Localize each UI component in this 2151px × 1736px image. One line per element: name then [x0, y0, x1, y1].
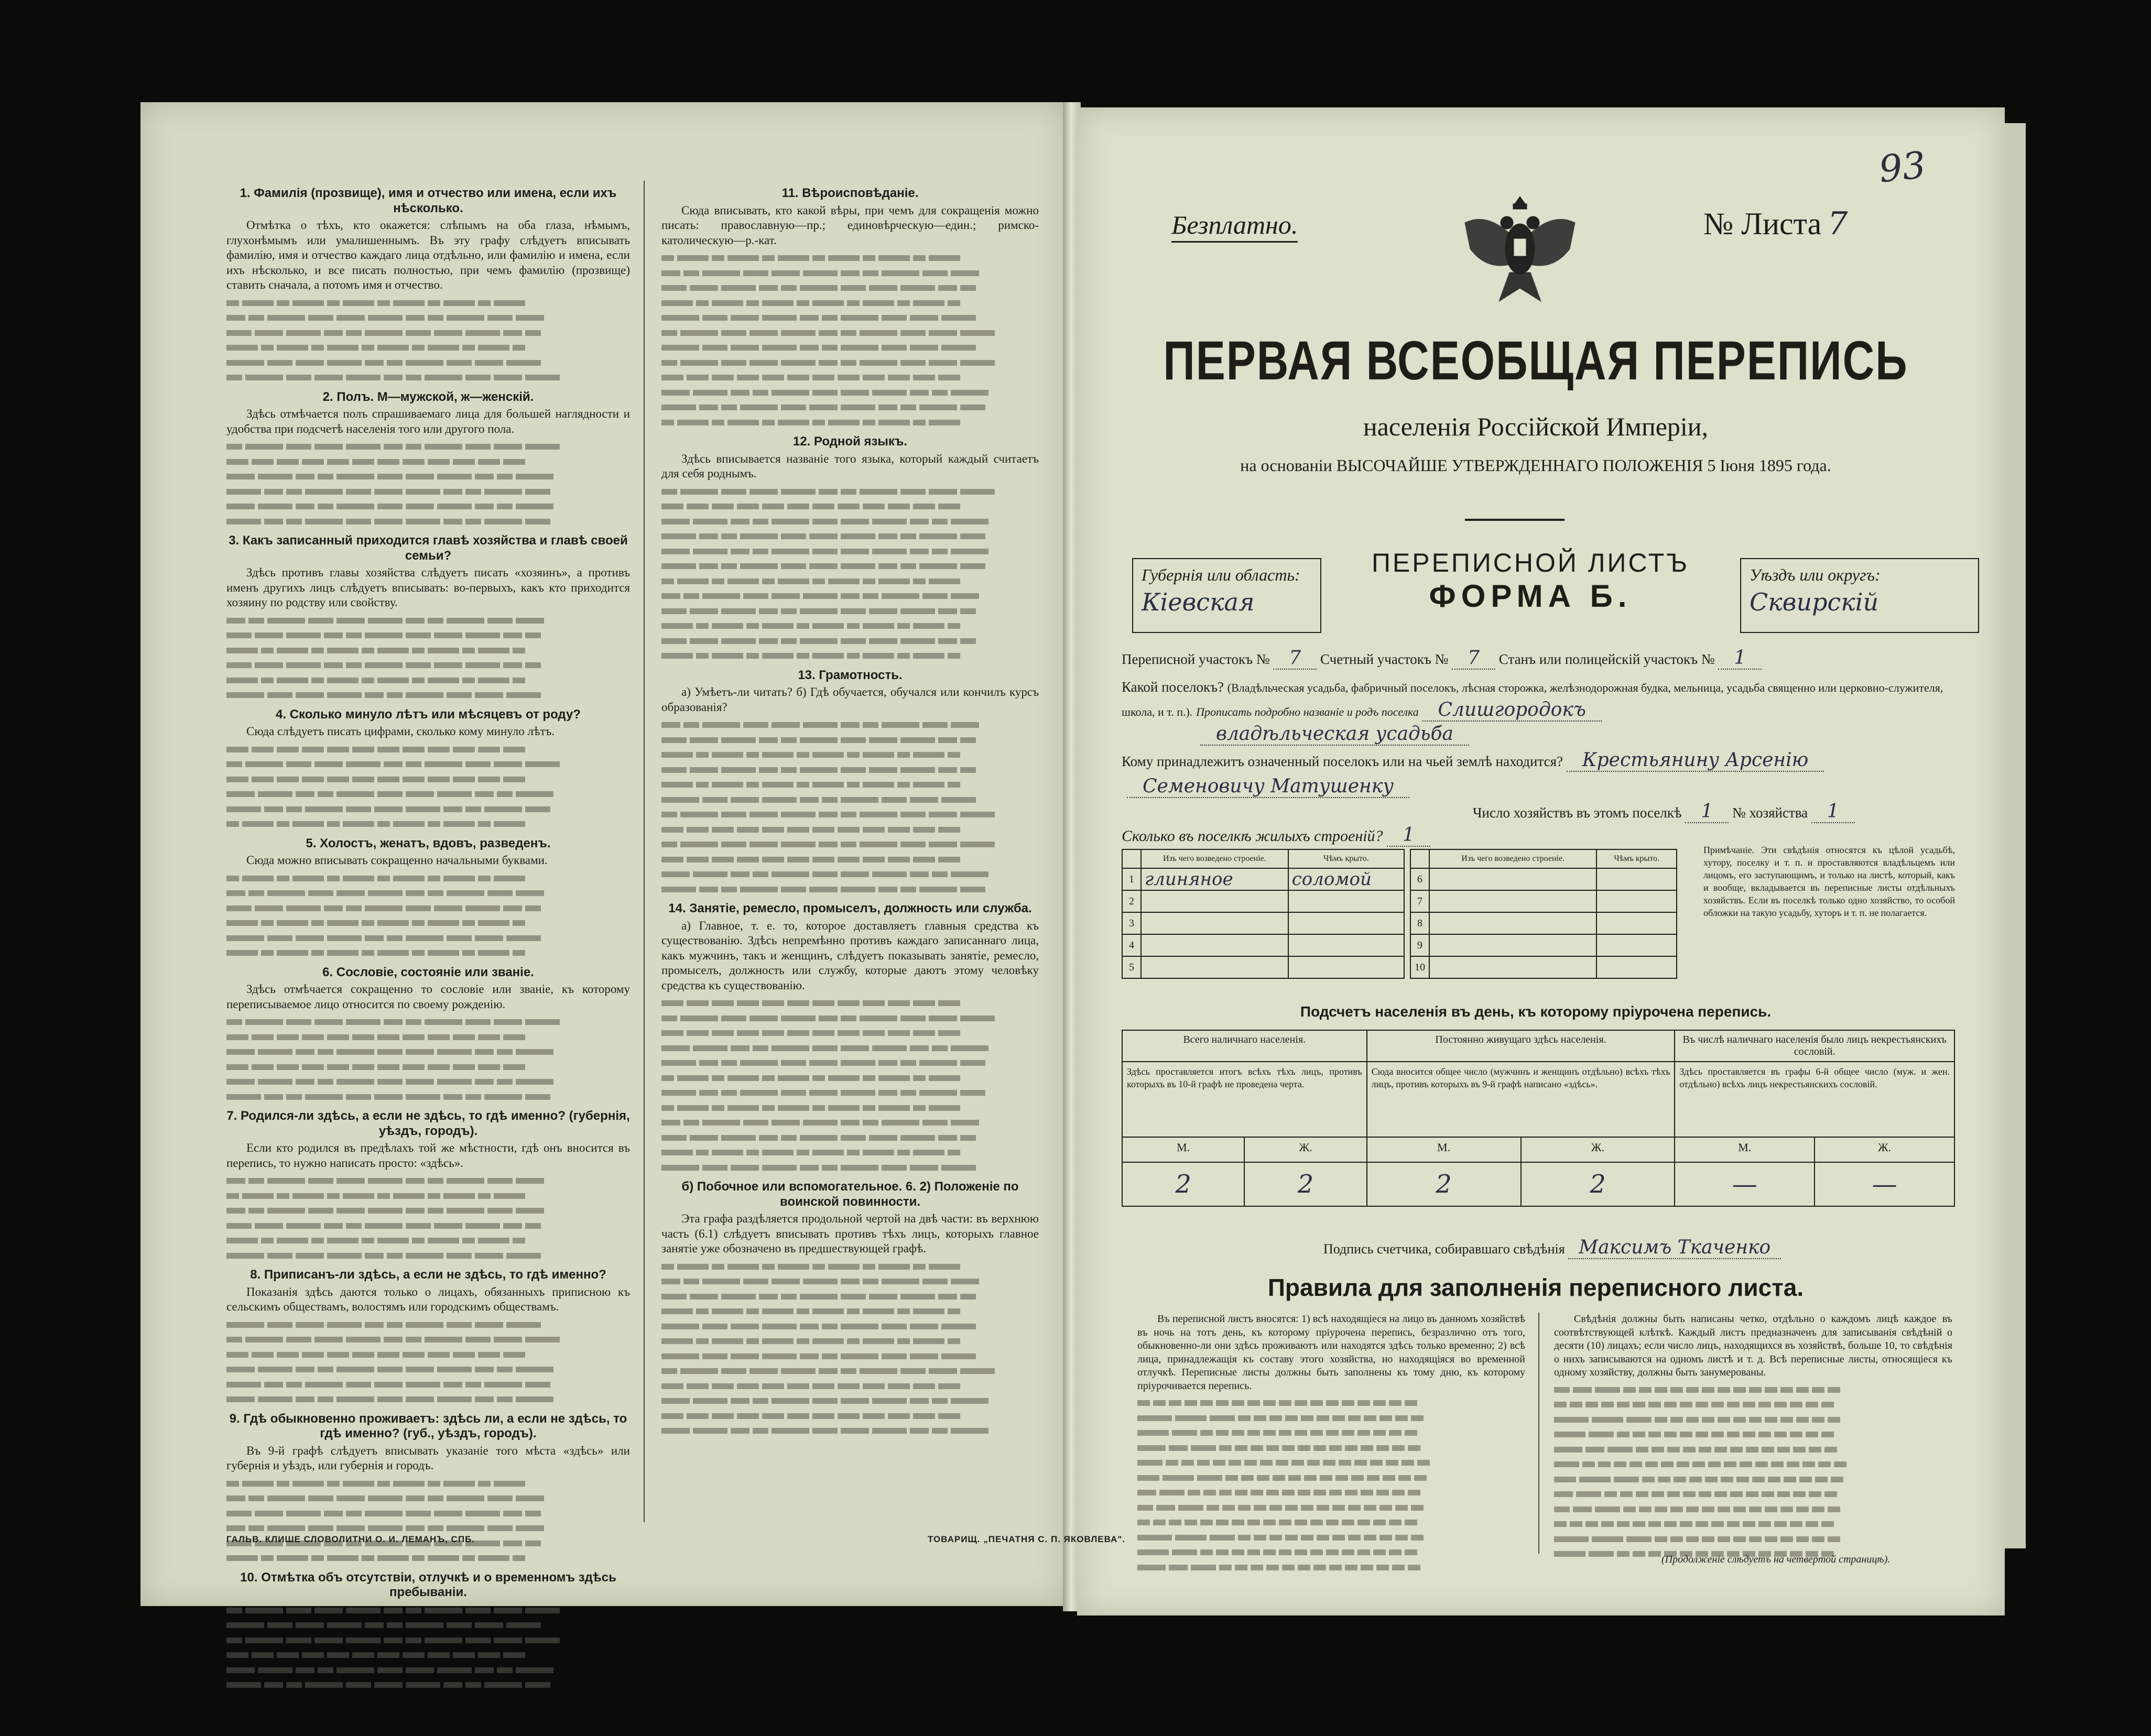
settlement-row [1122, 676, 1960, 723]
sheet-number-label: № Листа [1703, 206, 1822, 241]
table-row [1122, 934, 1404, 956]
material-cell [1429, 912, 1596, 934]
small-print-block [226, 1317, 630, 1406]
small-print-block [226, 870, 630, 960]
permanent-male-value: 2 [1367, 1162, 1521, 1206]
table-row [1410, 934, 1677, 956]
roof-cell [1596, 934, 1677, 956]
count-title-total: Всего наличнаго населенія. [1122, 1030, 1367, 1062]
section-heading: 1. Фамилія (прозвище), имя и отчество или имена, если ихъ нѣсколько. [240, 186, 617, 215]
roof-cell [1596, 956, 1677, 978]
male-label: М. [1367, 1137, 1521, 1162]
enumerator-signature [1323, 1237, 1781, 1258]
sheet-number [1703, 205, 1848, 242]
row-number: 4 [1122, 934, 1141, 956]
household-no-value: 1 [1811, 801, 1855, 823]
roof-cell: соломой [1288, 868, 1404, 890]
material-cell [1141, 890, 1288, 912]
section-heading: 4. Сколько минуло лѣтъ или мѣсяцевъ от роду? [276, 707, 581, 722]
section-text: а) Главное, т. е. то, которое доставляетъ главныя средства къ существованію. Здѣсь непремѣнно противъ каждаго записаннаго лица, какъ мужчинъ, такъ и женщинъ, слѣдуетъ показывать занятіе, ремесло, промыселъ, должность или службу, которые даютъ этому человѣку средства къ существованію. [661, 919, 1039, 992]
households-label: Число хозяйствъ въ этомъ поселкѣ [1473, 805, 1682, 821]
roof-cell [1596, 912, 1677, 934]
rules-column-divider [1538, 1313, 1539, 1554]
settlement-hint: (Владѣльческая усадьба, фабричный поселокъ, лѣсная сторожка, желѣзнодорожная будка, мельница, усадьба священно или церковно-служителя, школа, и т. п.). [1122, 681, 1943, 718]
province-value: Кіевская [1142, 588, 1255, 616]
small-print-block [661, 250, 1039, 429]
district-label: Уѣздъ или округъ: [1750, 565, 1881, 584]
section-text: Сюда вписывать, кто какой вѣры, при чемъ для сокращенія можно писать: православную—пр.; единовѣрческую—един.; римско-католическую—р.-кат. [661, 203, 1039, 247]
section-heading: 5. Холостъ, женатъ, вдовъ, разведенъ. [306, 836, 551, 850]
section-text: Эта графа раздѣляется продольной чертой на двѣ части: въ верхнюю часть (6.1) слѣдуетъ вписывать противъ тѣхъ лицъ, которыхъ главное занятіе уже обозначено въ предшествующей графѣ. [661, 1212, 1039, 1255]
section-heading: 9. Гдѣ обыкновенно проживаетъ: здѣсь ли, а если не здѣсь, то гдѣ именно? (губ., уѣздъ, городъ). [229, 1411, 627, 1440]
archive-number: 93 [1876, 143, 1928, 191]
row-number: 5 [1122, 956, 1141, 978]
material-cell: глиняное [1141, 868, 1288, 890]
table-row [1410, 956, 1677, 978]
buildings-table-left [1122, 849, 1405, 979]
buildings-row [1122, 824, 1430, 846]
table-row [1122, 868, 1404, 890]
signature-value: Максимъ Ткаченко [1568, 1237, 1781, 1259]
material-cell [1141, 934, 1288, 956]
form-title [1352, 548, 1709, 614]
households-value: 1 [1685, 801, 1729, 823]
population-count-table [1122, 1030, 1955, 1207]
counting-district-value: 7 [1452, 647, 1495, 670]
section-heading: 11. Вѣроисповѣданіе. [781, 186, 919, 200]
section-heading: 13. Грамотность. [798, 668, 903, 682]
small-print-block [226, 439, 630, 528]
roof-header: Чѣмъ крыто. [1288, 849, 1404, 868]
small-print-block [661, 995, 1039, 1174]
roof-cell [1596, 890, 1677, 912]
households-row [1473, 801, 1855, 822]
census-basis: на основаніи ВЫСОЧАЙШЕ УТВЕРЖДЕННАГО ПОЛОЖЕНІЯ 5 Іюня 1895 года. [1240, 456, 1831, 475]
district-field [1740, 558, 1979, 633]
small-print-block [226, 1476, 630, 1565]
imprint-left: ГАЛЬВ. КЛИШЕ СЛОВОЛИТНИ О. И. ЛЕМАНЪ, СПБ. [226, 1534, 475, 1544]
form-title-line1: ПЕРЕПИСНОЙ ЛИСТЪ [1371, 548, 1690, 577]
nonpeasant-female-value: — [1815, 1162, 1954, 1206]
male-label: М. [1675, 1137, 1815, 1162]
count-caption-nonpeasant: Здѣсь проставляется въ графы 6-й общее число (муж. и жен. отдѣльно) всѣхъ лицъ некрестьянскихъ сословій. [1675, 1062, 1954, 1137]
province-field [1132, 558, 1321, 633]
stan-label: Станъ или полицейскій участокъ № [1498, 651, 1715, 667]
count-caption-total: Здѣсь проставляется итогъ всѣхъ тѣхъ лицъ, противъ которыхъ въ 10-й графѣ не проведена черта. [1122, 1062, 1367, 1137]
settlement-row-2 [1200, 723, 1469, 745]
settlement-value-2: владѣльческая усадьба [1200, 723, 1469, 746]
nonpeasant-male-value: — [1675, 1162, 1815, 1206]
row-number: 3 [1122, 912, 1141, 934]
small-print-block [661, 484, 1039, 663]
census-title: ПЕРВАЯ ВСЕОБЩАЯ ПЕРЕПИСЬ [1163, 330, 1908, 391]
count-title-permanent: Постоянно живущаго здѣсь населенія. [1367, 1030, 1675, 1062]
section-text: Здѣсь противъ главы хозяйства слѣдуетъ писать «хозяинъ», а противъ именъ другихъ лицъ слѣдуетъ вписывать: во-первыхъ, какъ кто приходится хозяину по родству или свойству. [226, 566, 630, 609]
table-row [1410, 912, 1677, 934]
settlement-instruction: Прописать подробно названіе и родъ поселка [1196, 705, 1419, 718]
row-number: 10 [1410, 956, 1429, 978]
province-label: Губернія или область: [1142, 565, 1300, 584]
material-header: Изъ чего возведено строеніе. [1429, 849, 1596, 868]
table-row [1410, 890, 1677, 912]
buildings-note: Примѣчаніе. Эти свѣдѣнія относятся къ цѣлой усадьбѣ, хутору, поселку и т. п. и проставляются владѣльцемъ или лицомъ, его заступающимъ, и только на листѣ, который, какъ и вообще, вкладывается въ переписные листы отдѣльныхъ хозяйствъ. Если въ поселкѣ только одно хозяйство, то особой обложки на такую усадьбу, хуторъ и т. п. не полагается. [1703, 845, 1955, 918]
census-district-value: 7 [1273, 647, 1317, 670]
section-text: Здѣсь отмѣчается полъ спрашиваемаго лица для большей наглядности и удобства при подсчетѣ населенія того или другого пола. [226, 407, 630, 435]
material-cell [1141, 956, 1288, 978]
female-label: Ж. [1815, 1137, 1954, 1162]
left-column-2 [661, 181, 1039, 1438]
female-label: Ж. [1521, 1137, 1675, 1162]
roof-cell [1288, 890, 1404, 912]
count-caption-permanent: Сюда вносится общее число (мужчинъ и женщинъ отдѣльно) всѣхъ тѣхъ лицъ, противъ которыхъ въ 9-й графѣ написано «здѣсь». [1367, 1062, 1675, 1137]
rules-filler-2 [1554, 1382, 1952, 1561]
owner-row-2 [1127, 776, 1409, 797]
table-row [1122, 956, 1404, 978]
row-number: 6 [1410, 868, 1429, 890]
section-heading: б) Побочное или вспомогательное. 6. 2) Положеніе по воинской повинности. [681, 1180, 1019, 1209]
section-text: а) Умѣетъ-ли читать? б) Гдѣ обучается, обучался или кончилъ курсъ образованія? [661, 685, 1039, 714]
material-cell [1429, 868, 1596, 890]
stan-value: 1 [1718, 647, 1762, 670]
settlement-value-1: Слишгородокъ [1422, 699, 1602, 722]
row-number: 7 [1410, 890, 1429, 912]
rules-column-1 [1137, 1313, 1525, 1574]
owner-value-1: Крестьянину Арсенію [1567, 749, 1824, 772]
imperial-eagle-icon [1454, 186, 1585, 314]
left-column-1 [226, 181, 630, 1692]
sheet-number-value: 7 [1828, 205, 1848, 242]
section-heading: 8. Приписанъ-ли здѣсь, а если не здѣсь, то гдѣ именно? [250, 1268, 606, 1282]
small-print-block [661, 717, 1039, 896]
section-text: Показанія здѣсь даются только о лицахъ, обязанныхъ приписною къ сельскимъ обществамъ, волостямъ или городскимъ обществамъ. [226, 1285, 630, 1313]
row-number: 8 [1410, 912, 1429, 934]
material-cell [1429, 934, 1596, 956]
section-text: Отмѣтка о тѣхъ, кто окажется: слѣпымъ на оба глаза, нѣмымъ, глухонѣмымъ или умалишеннымъ. Въ эту графу слѣдуетъ вписывать фамилію, имя и отчество каждаго лица отдѣльно, или фамилію и имена, если ихъ нѣсколько, и все писать полностью, при чемъ фамилію (прозвище) ставить сначала, а потомъ имя и отчество. [226, 219, 630, 291]
material-cell [1429, 890, 1596, 912]
form-title-line2: ФОРМА Б. [1429, 578, 1632, 614]
rules-text-2: Свѣдѣнія должны быть написаны четко, отдѣльно о каждомъ лицѣ каждое въ соотвѣтствующей клѣткѣ. Каждый листъ предназначенъ для записыванія свѣдѣній о десяти (10) лицахъ; если число лицъ, находящихся въ хозяйствѣ, больше 10, то свѣдѣнія о нихъ записываются на одномъ листѣ и т. д. Всѣ переписные листы, относящіеся къ одному хозяйству, должны быть занумерованы. [1554, 1313, 1952, 1378]
section-heading: 7. Родился-ли здѣсь, а если не здѣсь, то гдѣ именно? (губернія, уѣздъ, городъ). [226, 1109, 630, 1138]
section-heading: 14. Занятіе, ремесло, промыселъ, должность или служба. [668, 901, 1032, 915]
rules-text-1: Въ переписной листъ вносятся: 1) всѣ находящіеся на лицо въ данномъ хозяйствѣ въ ночь на тотъ день, къ которому пріурочена перепись, безразлично отъ того, обыкновенно-ли они здѣсь проживаютъ или находятся здѣсь только временно; 2) всѣ лица, принадлежащія къ составу этого хозяйства, но находящіяся во временной отлучкѣ. Переписные листы должны быть заполнены къ тому дню, къ которому пріурочивается перепись. [1137, 1313, 1525, 1392]
census-subtitle: населенія Россійской Имперіи, [1363, 412, 1709, 441]
buildings-table-right [1410, 849, 1677, 979]
free-label: Безплатно. [1171, 210, 1298, 243]
table-row [1410, 868, 1677, 890]
rules-heading: Правила для заполненія переписного листа. [1267, 1274, 1804, 1301]
small-print-block [661, 1259, 1039, 1438]
small-print-block [226, 1602, 630, 1692]
section-heading: 12. Родной языкъ. [792, 434, 908, 449]
rules-filler-1 [1137, 1395, 1525, 1574]
small-print-block [226, 295, 630, 385]
imprint-right: ТОВАРИЩ. „ПЕЧАТНЯ С. П. ЯКОВЛЕВА". [928, 1534, 1126, 1544]
buildings-value: 1 [1387, 824, 1430, 847]
counting-district-label: Счетный участокъ № [1320, 651, 1449, 667]
table-row [1122, 912, 1404, 934]
row-number: 9 [1410, 934, 1429, 956]
total-male-value: 2 [1122, 1162, 1244, 1206]
household-no-label: № хозяйства [1732, 805, 1808, 821]
small-print-block [226, 1014, 630, 1104]
roof-cell [1288, 956, 1404, 978]
owner-value-2: Семеновичу Матушенку [1127, 776, 1409, 798]
count-title-nonpeasant: Въ числѣ наличнаго населенія было лицъ некрестьянскихъ сословій. [1675, 1030, 1954, 1062]
small-print-block [226, 741, 630, 831]
population-count-heading: Подсчетъ населенія въ день, къ которому пріурочена перепись. [1300, 1003, 1772, 1020]
material-cell [1429, 956, 1596, 978]
section-heading: 6. Сословіе, состояніе или званіе. [322, 965, 534, 979]
rules-column-2 [1554, 1313, 1952, 1561]
districts-row [1122, 647, 1762, 669]
section-text: Если кто родился въ предѣлахъ той же мѣстности, гдѣ онъ вносится въ перепись, то нужно написать просто: «здѣсь». [226, 1141, 630, 1170]
continued-note: (Продолженіе слѣдуетъ на четвертой страницѣ). [1661, 1554, 1891, 1565]
roof-cell [1596, 868, 1677, 890]
settlement-label: Какой поселокъ? [1122, 679, 1224, 695]
permanent-female-value: 2 [1521, 1162, 1675, 1206]
table-row [1122, 890, 1404, 912]
section-text: Сюда можно вписывать сокращенно начальными буквами. [246, 854, 548, 867]
female-label: Ж. [1244, 1137, 1366, 1162]
census-district-label: Переписной участокъ № [1122, 651, 1270, 667]
section-heading: 10. Отмѣтка объ отсутствіи, отлучкѣ и о временномъ здѣсь пребываніи. [240, 1570, 616, 1599]
section-heading: 3. Какъ записанный приходится главѣ хозяйства и главѣ своей семьи? [229, 533, 628, 563]
roof-cell [1288, 912, 1404, 934]
column-divider [644, 181, 645, 1522]
section-text: Сюда слѣдуетъ писать цифрами, сколько кому минуло лѣтъ. [246, 725, 555, 738]
small-print-block [226, 1173, 630, 1262]
owner-label: Кому принадлежитъ означенный поселокъ или на чьей землѣ находится? [1122, 754, 1563, 769]
material-cell [1141, 912, 1288, 934]
male-label: М. [1122, 1137, 1244, 1162]
small-print-block [226, 613, 630, 702]
section-text: Здѣсь вписывается названіе того языка, который каждый считаетъ для себя роднымъ. [661, 452, 1039, 480]
total-female-value: 2 [1244, 1162, 1366, 1206]
buildings-label: Сколько въ поселкѣ жилыхъ строеній? [1122, 827, 1383, 845]
section-heading: 2. Полъ. М—мужской, ж—женскій. [322, 389, 534, 404]
roof-cell [1288, 934, 1404, 956]
owner-row [1122, 749, 1824, 771]
separator-rule [1465, 519, 1565, 521]
row-number: 1 [1122, 868, 1141, 890]
section-text: Здѣсь отмѣчается сокращенно то сословіе или званіе, къ которому переписываемое лицо относится по своему рожденію. [226, 982, 630, 1011]
signature-label: Подпись счетчика, собиравшаго свѣдѣнія [1323, 1241, 1565, 1257]
material-header: Изъ чего возведено строеніе. [1141, 849, 1288, 868]
district-value: Сквирскій [1750, 588, 1879, 616]
section-text: Въ 9-й графѣ слѣдуетъ вписывать указаніе того мѣста «здѣсь» или губернія и уѣздъ, или губернія и городъ. [226, 1444, 630, 1472]
roof-header: Чѣмъ крыто. [1596, 849, 1677, 868]
row-number: 2 [1122, 890, 1141, 912]
